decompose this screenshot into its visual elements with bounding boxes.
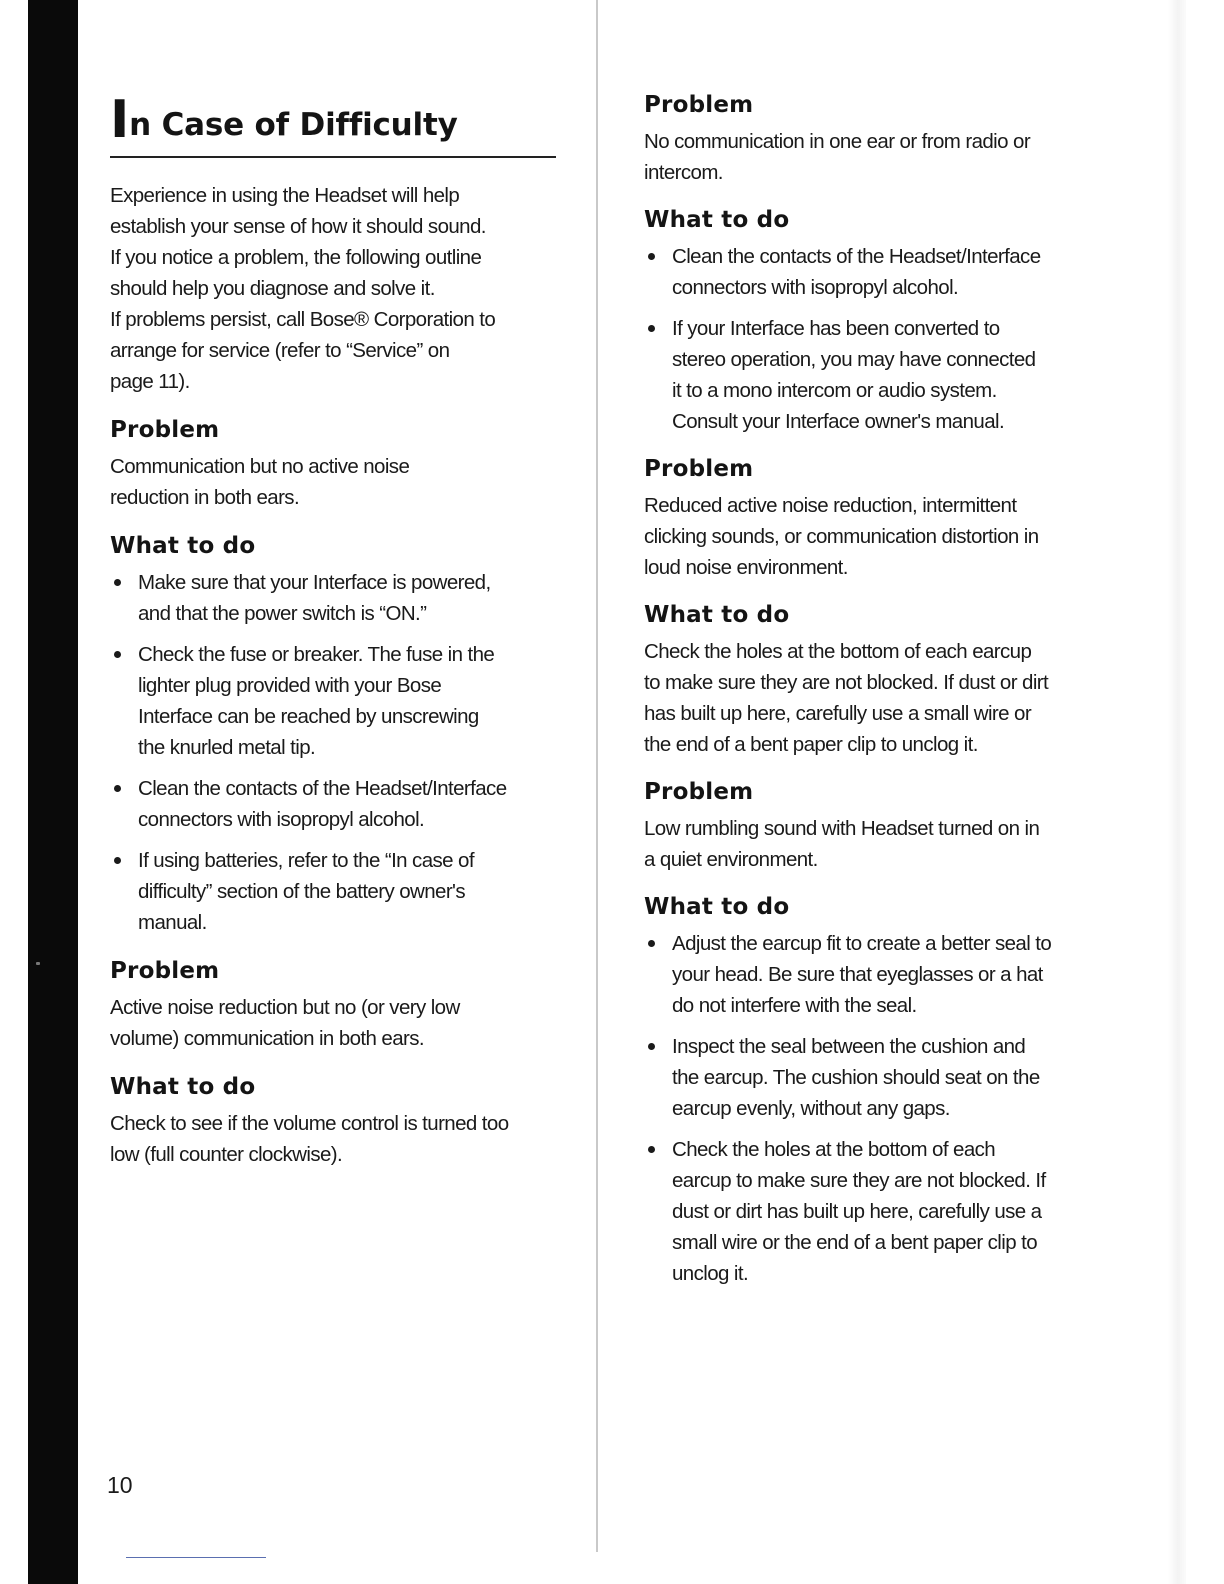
text-line: reduction in both ears. [110,486,300,509]
text-line: If using batteries, refer to the “In case of [138,849,474,872]
text-line: Low rumbling sound with Headset turned on in [644,817,1040,840]
text-line: Clean the contacts of the Headset/Interface [138,777,507,800]
solution-item [110,773,556,835]
text-line: loud noise environment. [644,556,848,579]
text-line: the knurled metal tip. [138,736,316,759]
solution-text [110,1108,556,1170]
solution-list [110,567,556,938]
text-line: the end of a bent paper clip to unclog it. [644,733,978,756]
scan-speck [36,962,40,965]
bullet-icon [648,1043,655,1050]
intro-line: page 11). [110,370,190,393]
text-line: Check to see if the volume control is turned too [110,1112,509,1135]
text-line: Interface can be reached by unscrewing [138,705,479,728]
bullet-icon [114,579,121,586]
what-to-do-heading: What to do [110,533,256,559]
text-line: dust or dirt has built up here, carefully use a [672,1200,1042,1223]
text-line: unclog it. [672,1262,749,1285]
solution-list [644,928,1096,1289]
what-to-do-heading: What to do [644,207,790,233]
problem-description [644,813,1096,875]
solution-list [644,241,1096,437]
text-line: earcup to make sure they are not blocked. If [672,1169,1046,1192]
text-line: to make sure they are not blocked. If dust or dirt [644,671,1049,694]
text-line: connectors with isopropyl alcohol. [672,276,959,299]
problem-description [644,126,1096,188]
text-line: Make sure that your Interface is powered, [138,571,491,594]
title-text: n Case of Difficulty [129,107,458,143]
page-number: 10 [107,1472,133,1498]
text-line: Consult your Interface owner's manual. [672,410,1005,433]
solution-item [110,639,556,763]
text-line: If your Interface has been converted to [672,317,1000,340]
what-to-do-heading: What to do [644,894,790,920]
intro-line: If problems persist, call Bose® Corporation to [110,308,496,331]
text-line: Inspect the seal between the cushion and [672,1035,1026,1058]
text-line: clicking sounds, or communication distortion in [644,525,1039,548]
text-line: Communication but no active noise [110,455,410,478]
problem-description [110,992,556,1054]
bullet-icon [114,785,121,792]
problem-heading: Problem [110,958,220,984]
solution-item [110,567,556,629]
bullet-icon [114,651,121,658]
problem-description [110,451,556,513]
solution-item [644,1134,1096,1289]
bullet-icon [114,857,121,864]
bullet-icon [648,325,655,332]
text-line: has built up here, carefully use a small wire or [644,702,1032,725]
solution-text [644,636,1096,760]
text-line: Check the holes at the bottom of each [672,1138,996,1161]
problem-heading: Problem [644,92,754,118]
text-line: it to a mono intercom or audio system. [672,379,997,402]
what-to-do-heading: What to do [110,1074,256,1100]
problem-description [644,490,1096,583]
text-line: your head. Be sure that eyeglasses or a hat [672,963,1043,986]
text-line: Reduced active noise reduction, intermittent [644,494,1017,517]
what-to-do-heading: What to do [644,602,790,628]
text-line: No communication in one ear or from radio or [644,130,1031,153]
solution-item [644,313,1096,437]
problem-heading: Problem [110,417,220,443]
problem-heading: Problem [644,779,754,805]
binding-edge-foot [28,1550,33,1584]
text-line: earcup evenly, without any gaps. [672,1097,950,1120]
text-line: Adjust the earcup fit to create a better seal to [672,932,1052,955]
text-line: the earcup. The cushion should seat on the [672,1066,1040,1089]
solution-item [644,241,1096,303]
right-column [644,90,1096,1289]
text-line: small wire or the end of a bent paper clip to [672,1231,1037,1254]
binding-edge [28,0,78,1584]
text-line: stereo operation, you may have connected [672,348,1036,371]
text-line: Clean the contacts of the Headset/Interface [672,245,1041,268]
page-edge-shadow [1168,0,1186,1584]
solution-item [110,845,556,938]
bullet-icon [648,1146,655,1153]
text-line: connectors with isopropyl alcohol. [138,808,425,831]
intro-line: If you notice a problem, the following outline [110,246,482,269]
intro-line: Experience in using the Headset will help [110,184,460,207]
intro-line: should help you diagnose and solve it. [110,277,435,300]
text-line: difficulty” section of the battery owner's [138,880,466,903]
text-line: do not interfere with the seal. [672,994,917,1017]
intro-line: establish your sense of how it should sound. [110,215,486,238]
solution-item [644,1031,1096,1124]
text-line: Check the holes at the bottom of each earcup [644,640,1032,663]
bullet-icon [648,253,655,260]
text-line: intercom. [644,161,723,184]
left-column [110,90,556,1170]
solution-item [644,928,1096,1021]
intro-line: arrange for service (refer to “Service” on [110,339,450,362]
text-line: manual. [138,911,207,934]
text-line: lighter plug provided with your Bose [138,674,442,697]
text-line: and that the power switch is “ON.” [138,602,427,625]
bullet-icon [648,940,655,947]
text-line: Check the fuse or breaker. The fuse in the [138,643,495,666]
page-title [110,90,556,158]
problem-heading: Problem [644,456,754,482]
text-line: low (full counter clockwise). [110,1143,343,1166]
bottom-rule [126,1557,266,1558]
text-line: volume) communication in both ears. [110,1027,424,1050]
text-line: Active noise reduction but no (or very low [110,996,460,1019]
title-drop-cap: I [110,90,130,150]
intro-paragraph [110,180,556,397]
column-divider [596,0,598,1552]
text-line: a quiet environment. [644,848,818,871]
